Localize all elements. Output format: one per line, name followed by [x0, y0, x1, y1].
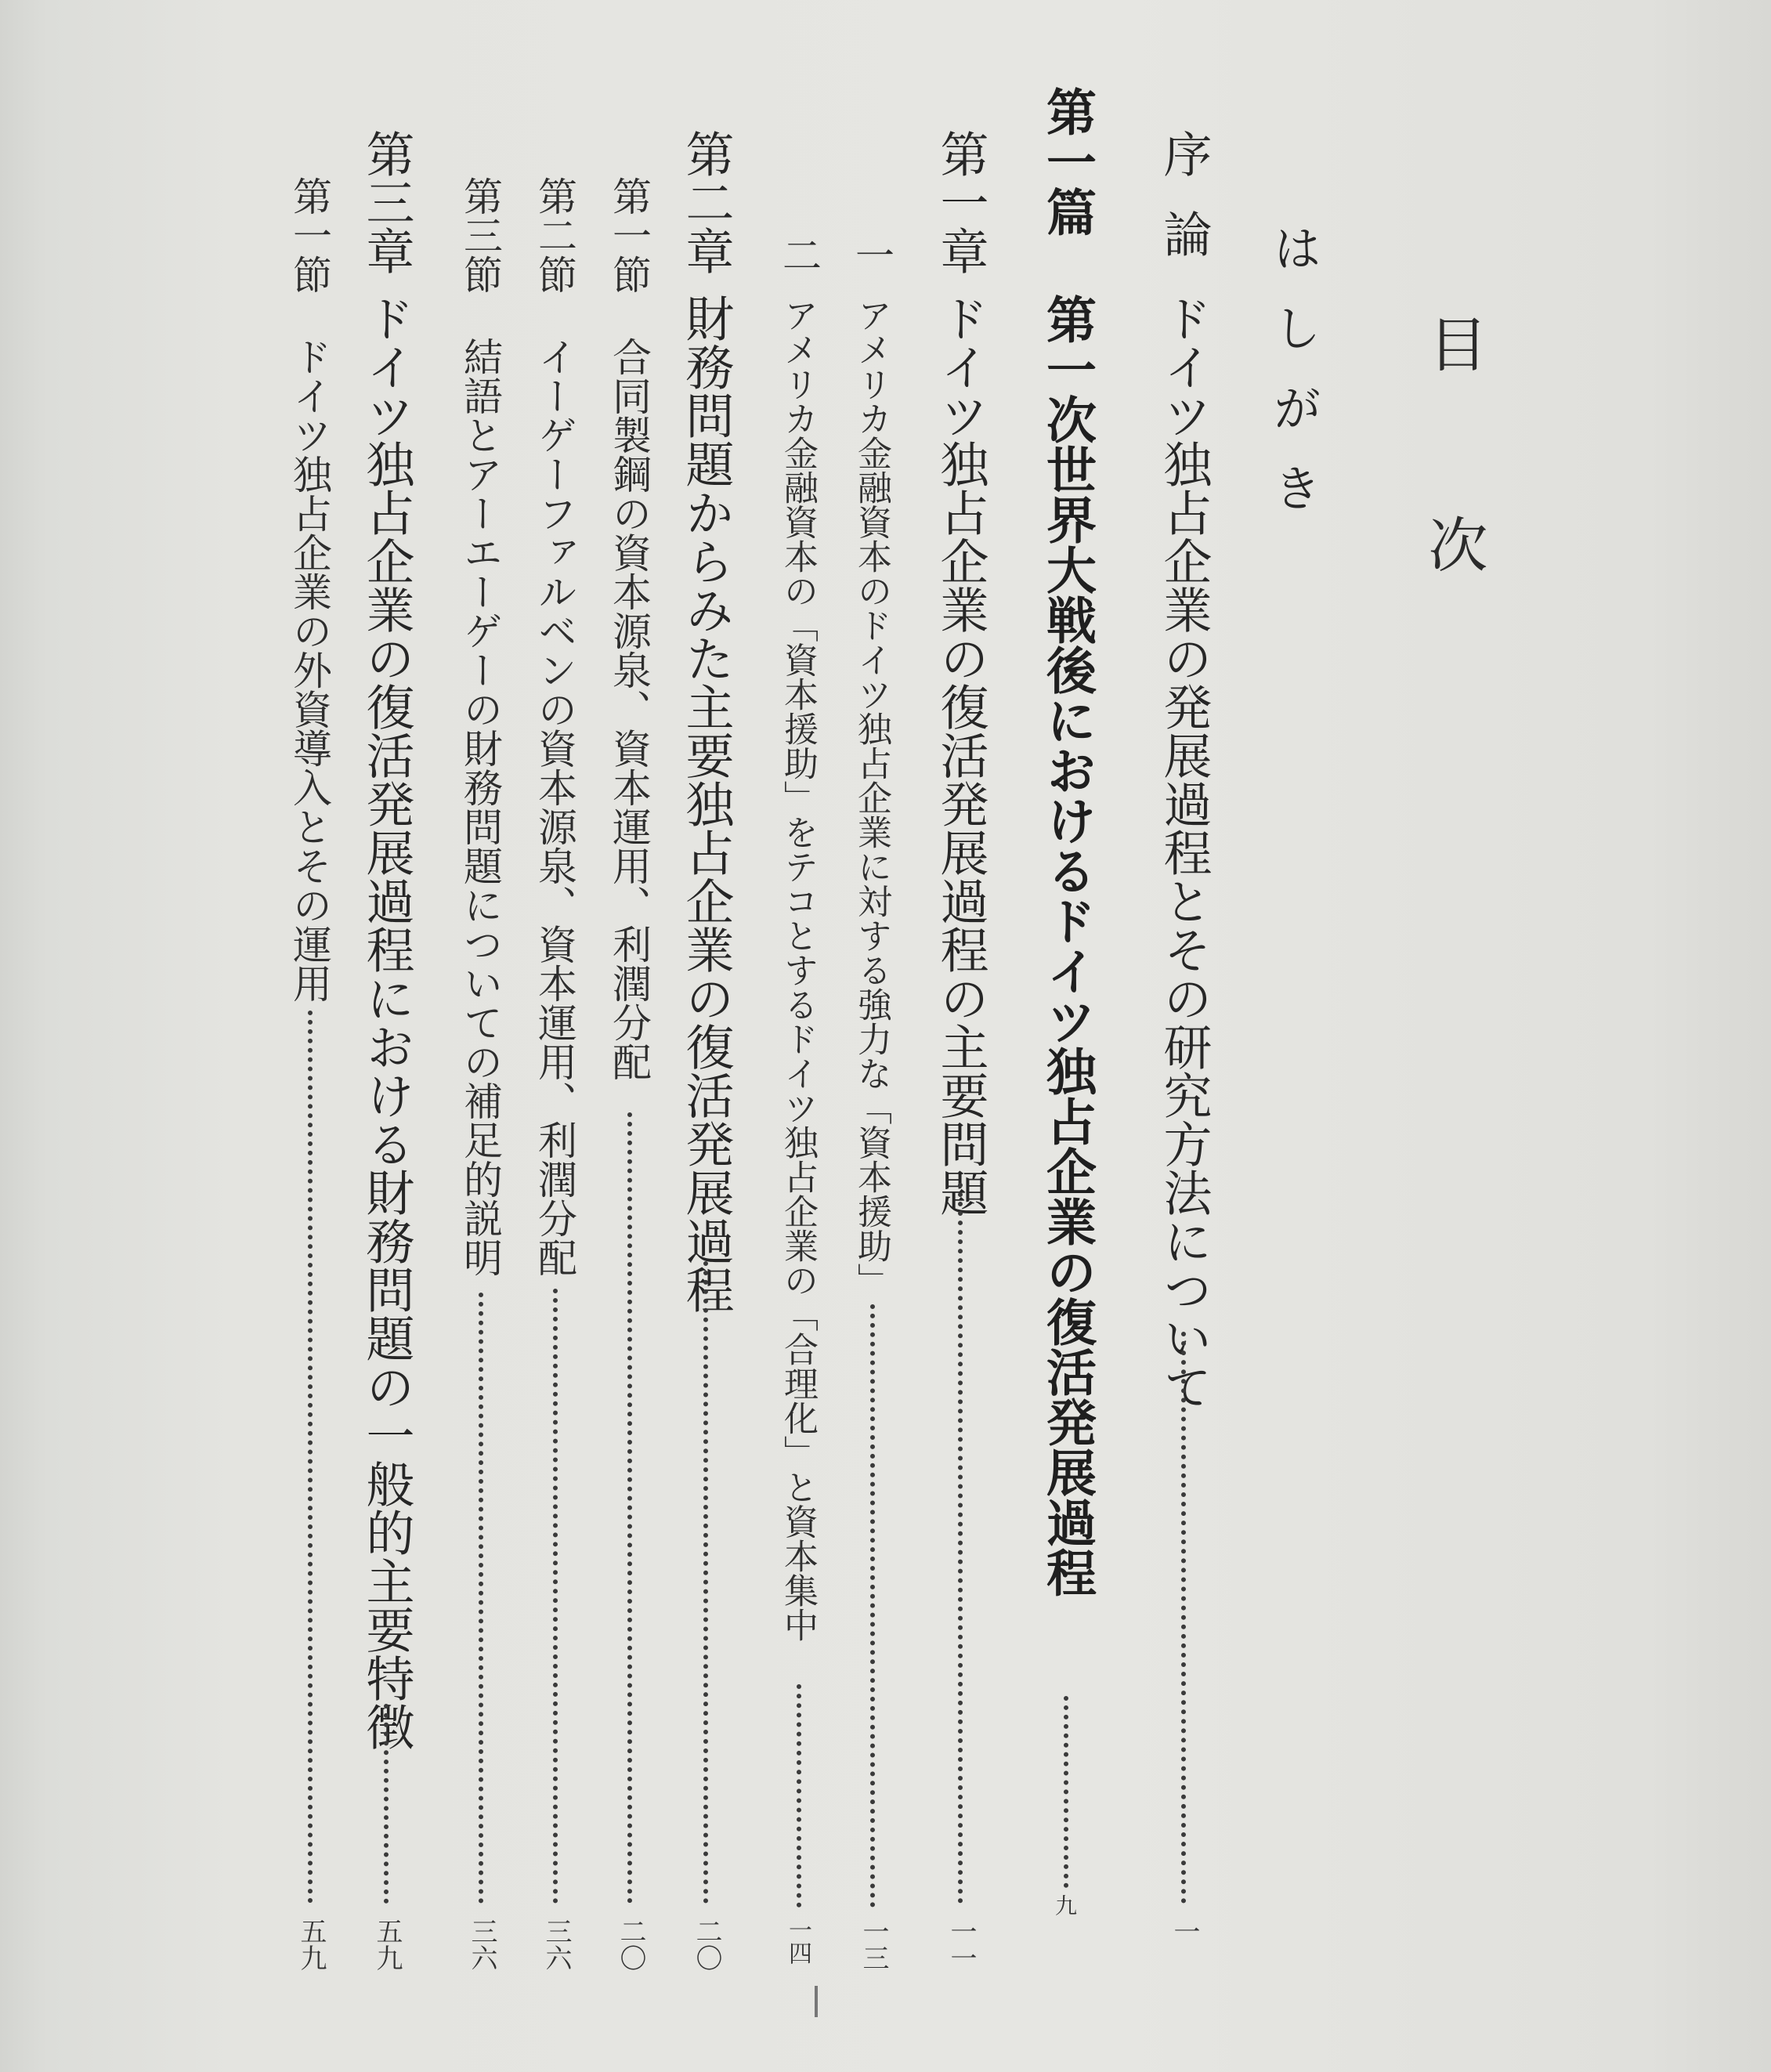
toc-page-number: 一四: [784, 1918, 811, 1965]
toc-page-number: 三六: [466, 1918, 497, 1971]
toc-entry-text: 財務問題からみた主要独占企業の復活発展過程: [678, 294, 735, 1314]
toc-entry-label: 一: [849, 235, 895, 274]
page-crease-mark: [815, 1986, 818, 2017]
toc-entry-text: イーゲーファルベンの資本源泉、資本運用、利潤分配: [532, 337, 577, 1277]
toc-entry-label: 第一篇: [1038, 86, 1097, 237]
toc-leader-dots: [797, 1684, 801, 1907]
toc-entry-text: アメリカ金融資本のドイツ独占企業に対する強力な「資本援助」: [851, 298, 891, 1297]
toc-entry-text: アメリカ金融資本の「資本援助」をテコとするドイツ独占企業の「合理化」と資本集中: [778, 298, 818, 1642]
toc-leader-dots: [553, 1289, 558, 1904]
toc-page-number: 一: [1169, 1918, 1200, 1944]
toc-entry-text: ドイツ独占企業の復活発展過程の主要問題: [932, 294, 989, 1217]
toc-entry-label: 第一章: [932, 129, 989, 275]
toc-leader-dots: [958, 1183, 963, 1904]
toc-leader-dots: [384, 1704, 389, 1904]
toc-entry-label: 第二章: [678, 129, 735, 275]
toc-leader-dots: [703, 1261, 708, 1904]
toc-page-number: 五九: [371, 1918, 403, 1971]
toc-leader-dots: [308, 1011, 313, 1904]
toc-page-number: 二〇: [615, 1918, 646, 1971]
toc-page-number: 三六: [540, 1918, 572, 1971]
toc-leader-dots: [870, 1304, 875, 1907]
toc-page-number: 二〇: [691, 1918, 722, 1971]
toc-page-number: 一三: [858, 1918, 889, 1971]
toc-entry-text: はしがき: [1265, 223, 1322, 543]
toc-page-number: 九: [1052, 1894, 1078, 1916]
toc-entry-text: 第一次世界大戦後におけるドイツ独占企業の復活発展過程: [1038, 294, 1097, 1597]
toc-entry-label: 第一節: [287, 176, 332, 294]
toc-leader-dots: [627, 1112, 632, 1904]
toc-entry-text: 合同製鋼の資本源泉、資本運用、利潤分配: [606, 337, 652, 1081]
page-title: 目次: [1419, 313, 1488, 714]
toc-entry-label: 第三節: [457, 176, 503, 294]
toc-leader-dots: [1064, 1696, 1068, 1888]
toc-page-number: 五九: [295, 1918, 327, 1971]
toc-leader-dots: [1181, 1332, 1186, 1904]
toc-entry-label: 第三章: [358, 129, 415, 275]
toc-entry-text: 結語とアーエーゲーの財務問題についての補足的説明: [457, 337, 503, 1277]
toc-entry-text: ドイツ独占企業の発展過程とその研究方法について: [1155, 294, 1213, 1411]
toc-page-number: 一一: [945, 1918, 977, 1971]
toc-entry-text: ドイツ独占企業の復活発展過程における財務問題の一般的主要特徴: [358, 294, 415, 1751]
toc-entry-label: 二: [776, 235, 822, 274]
toc-leader-dots: [479, 1293, 483, 1904]
toc-entry-label: 第二節: [532, 176, 577, 294]
toc-entry-text: ドイツ独占企業の外資導入とその運用: [287, 337, 332, 1003]
toc-entry-label: 第一節: [606, 176, 652, 294]
toc-entry-label: 序論: [1155, 129, 1213, 289]
